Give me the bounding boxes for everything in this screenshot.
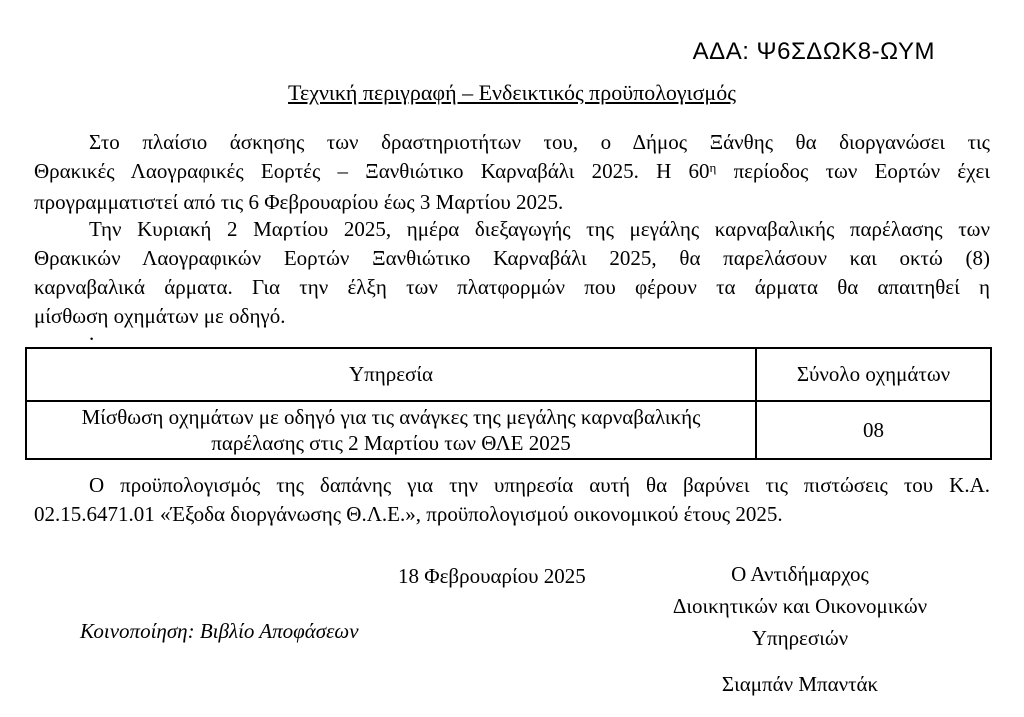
text-line: Ο προϋπολογισμός της δαπάνης για την υπηρεσία αυτή θα βαρύνει τις πιστώσεις του Κ.Α. <box>89 473 990 497</box>
text-line: μίσθωση οχημάτων με οδηγό. <box>34 304 286 328</box>
signatory-name: Σιαμπάν Μπαντάκ <box>721 672 879 696</box>
text-line: Θρακικών Λαογραφικών Εορτών Ξανθιώτικο Καρναβάλι 2025, θα παρελάσουν και οκτώ (8) <box>34 246 990 270</box>
text-line: καρναβαλικά άρματα. Για την έλξη των πλατφορμών που φέρουν τα άρματα θα απαιτηθεί η <box>34 275 990 299</box>
signature-title-line: Ο Αντιδήμαρχος <box>731 562 869 586</box>
text-line: Στο πλαίσιο άσκησης των δραστηριοτήτων του, ο Δήμος Ξάνθης θα διοργανώσει τις <box>89 130 990 154</box>
distribution-note: Κοινοποίηση: Βιβλίο Αποφάσεων <box>80 619 359 643</box>
table-header-service: Υπηρεσία <box>26 348 756 401</box>
table-cell-total: 08 <box>756 401 991 459</box>
ada-code: ΑΔΑ: Ψ6ΣΔΩΚ8-ΩΥΜ <box>692 38 935 65</box>
paragraph-budget <box>34 471 990 529</box>
services-table <box>25 347 992 460</box>
signature-title-line: Διοικητικών και Οικονομικών <box>672 594 928 618</box>
table-header-total: Σύνολο οχημάτων <box>756 348 991 401</box>
ordinal-superscript: η <box>709 160 717 176</box>
table-cell-service: Μίσθωση οχημάτων με οδηγό για τις ανάγκες της μεγάλης καρναβαλικής παρέλασης στις 2 Μαρτίου των ΘΛΕ 2025 <box>26 401 756 459</box>
text-run: περίοδος των Εορτών έχει <box>716 159 990 183</box>
text-line: 02.15.6471.01 «Έξοδα διοργάνωσης Θ.Λ.Ε.», προϋπολογισμού οικονομικού έτους 2025. <box>34 502 783 526</box>
text-line <box>34 157 990 188</box>
text-line: . <box>89 321 95 345</box>
signature-block <box>620 558 980 700</box>
text-run: Θρακικές Λαογραφικές Εορτές – Ξανθιώτικο Καρναβάλι 2025. Η 60 <box>34 159 710 183</box>
text-line: προγραμματιστεί από τις 6 Φεβρουαρίου έως 3 Μαρτίου 2025. <box>34 190 564 214</box>
table-row <box>26 401 991 459</box>
signature-title-line: Υπηρεσιών <box>751 626 849 650</box>
document-date: 18 Φεβρουαρίου 2025 <box>398 564 586 588</box>
paragraph-intro <box>34 128 990 217</box>
table-header-row <box>26 348 991 401</box>
text-line: Την Κυριακή 2 Μαρτίου 2025, ημέρα διεξαγωγής της μεγάλης καρναβαλικής παρέλασης των <box>89 217 990 241</box>
document-title: Τεχνική περιγραφή – Ενδεικτικός προϋπολογισμός <box>288 80 736 105</box>
stray-period-line <box>34 320 990 346</box>
paragraph-parade <box>34 215 990 331</box>
